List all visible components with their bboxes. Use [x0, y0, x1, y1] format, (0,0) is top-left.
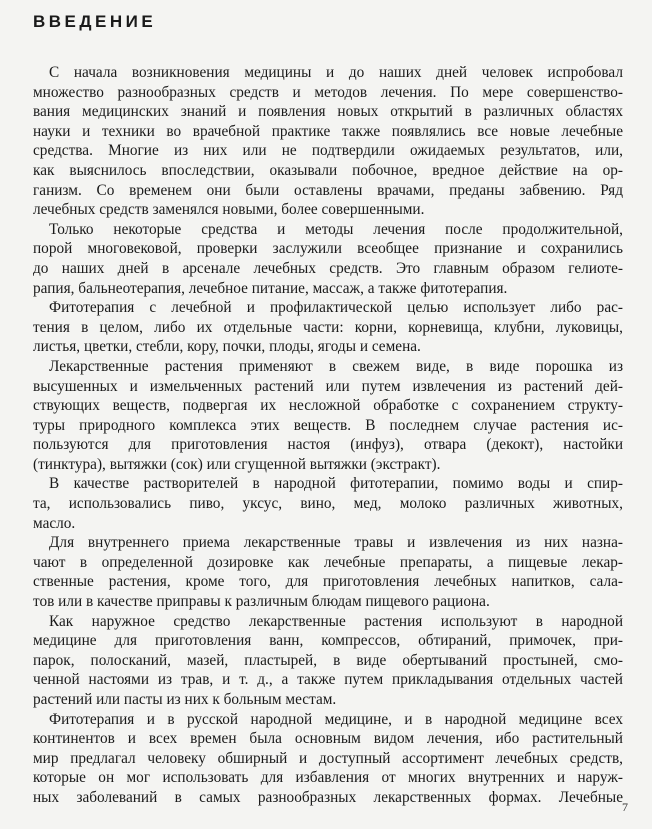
text-line: ных заболеваний в самых разнообразных лекарственных формах. Лечебные: [33, 788, 623, 806]
text-line: средства. Многие из них или не подтвердили ожидаемых результатов, или,: [33, 142, 623, 160]
text-line: мир предлагал человеку обширный и доступный ассортимент лечебных средств,: [33, 749, 623, 767]
text-line: континентов и всех времен была основным видом лечения, ибо растительный: [33, 730, 623, 748]
paragraph: [33, 533, 623, 611]
text-line: Лекарственные растения применяют в свежем виде, в виде порошка из: [49, 357, 623, 375]
paragraph: [33, 298, 623, 357]
text-line: которые он мог использовать для избавления от многих внутренних и наруж-: [33, 769, 623, 787]
paragraph: [33, 710, 623, 808]
paragraph: [33, 612, 623, 710]
text-line: парок, полосканий, мазей, пластырей, в виде обертываний простыней, смо-: [33, 651, 623, 669]
paragraph: [33, 474, 623, 533]
text-line: тения в целом, либо их отдельные части: корни, корневища, клубни, луковицы,: [33, 318, 623, 336]
text-line: ганизм. Со временем они были оставлены врачами, преданы забвению. Ряд: [33, 181, 623, 199]
text-line: до наших дней в арсенале лечебных средств. Это главным образом гелиоте-: [33, 259, 623, 277]
text-line: та, использовались пиво, уксус, вино, мед, молоко различных животных,: [33, 495, 623, 513]
text-line: тов или в качестве приправы к различным блюдам пищевого рациона.: [33, 593, 490, 611]
text-line: рапия, бальнеотерапия, лечебное питание, массаж, а также фитотерапия.: [33, 279, 508, 297]
text-line: науки и техники во врачебной практике также появлялись все новые лечебные: [33, 122, 623, 140]
text-line: лечебных средств заменялся новыми, более совершенными.: [33, 201, 425, 219]
chapter-heading: ВВЕДЕНИЕ: [33, 12, 157, 31]
text-line: Фитотерапия и в русской народной медицине, и в народной медицине всех: [49, 710, 623, 728]
text-line: туры природного комплекса этих веществ. В последнем случае растения ис-: [33, 416, 623, 434]
text-line: ченной настоями из трав, и т. д., а также путем прикладывания отдельных частей: [33, 671, 623, 689]
text-line: медицине для приготовления ванн, компрессов, обтираний, примочек, при-: [33, 632, 623, 650]
text-line: ствующих веществ, подвергая их несложной обработке с сохранением структу-: [33, 397, 623, 415]
text-line: масло.: [33, 514, 76, 532]
text-line: Только некоторые средства и методы лечения после продолжительной,: [49, 220, 623, 238]
paragraph: [33, 220, 623, 298]
text-line: листья, цветки, стебли, кору, почки, плоды, ягоды и семена.: [33, 338, 421, 356]
text-line: С начала возникновения медицины и до наших дней человек испробовал: [49, 64, 623, 81]
body-text: [33, 63, 623, 808]
text-line: вания медицинских знаний и появления новых открытий в различных областях: [33, 103, 623, 121]
text-line: растений или пасты из них к больным местам.: [33, 691, 337, 708]
text-line: ственные растения, кроме того, для приготовления лечебных напитков, сала-: [33, 573, 623, 591]
text-line: Фитотерапия с лечебной и профилактической целью использует либо рас-: [49, 299, 623, 317]
text-line: В качестве растворителей в народной фитотерапии, помимо воды и спир-: [49, 475, 623, 493]
text-line: порой многовековой, проверки заслужили всеобщее признание и сохранились: [33, 240, 623, 258]
page-number: 7: [622, 800, 628, 814]
paragraph: [33, 357, 623, 475]
text-line: множество разнообразных средств и методов лечения. По мере совершенство-: [33, 83, 623, 101]
text-line: пользуются для приготовления настоя (инфуз), отвара (декокт), настойки: [33, 436, 623, 454]
text-line: чают в определенной дозировке как лечебные препараты, а пищевые лекар-: [33, 553, 623, 571]
text-line: Как наружное средство лекарственные растения используют в народной: [49, 612, 623, 630]
paragraph: [33, 63, 623, 220]
text-line: (тинктура), вытяжки (сок) или сгущенной вытяжки (экстракт).: [33, 455, 441, 473]
text-line: высушенных и измельченных растений или путем извлечения из растений дей-: [33, 377, 623, 395]
text-line: Для внутреннего приема лекарственные травы и извлечения из них назна-: [49, 534, 623, 552]
text-line: как выяснилось впоследствии, оказывали побочное, вредное действие на ор-: [33, 161, 623, 179]
